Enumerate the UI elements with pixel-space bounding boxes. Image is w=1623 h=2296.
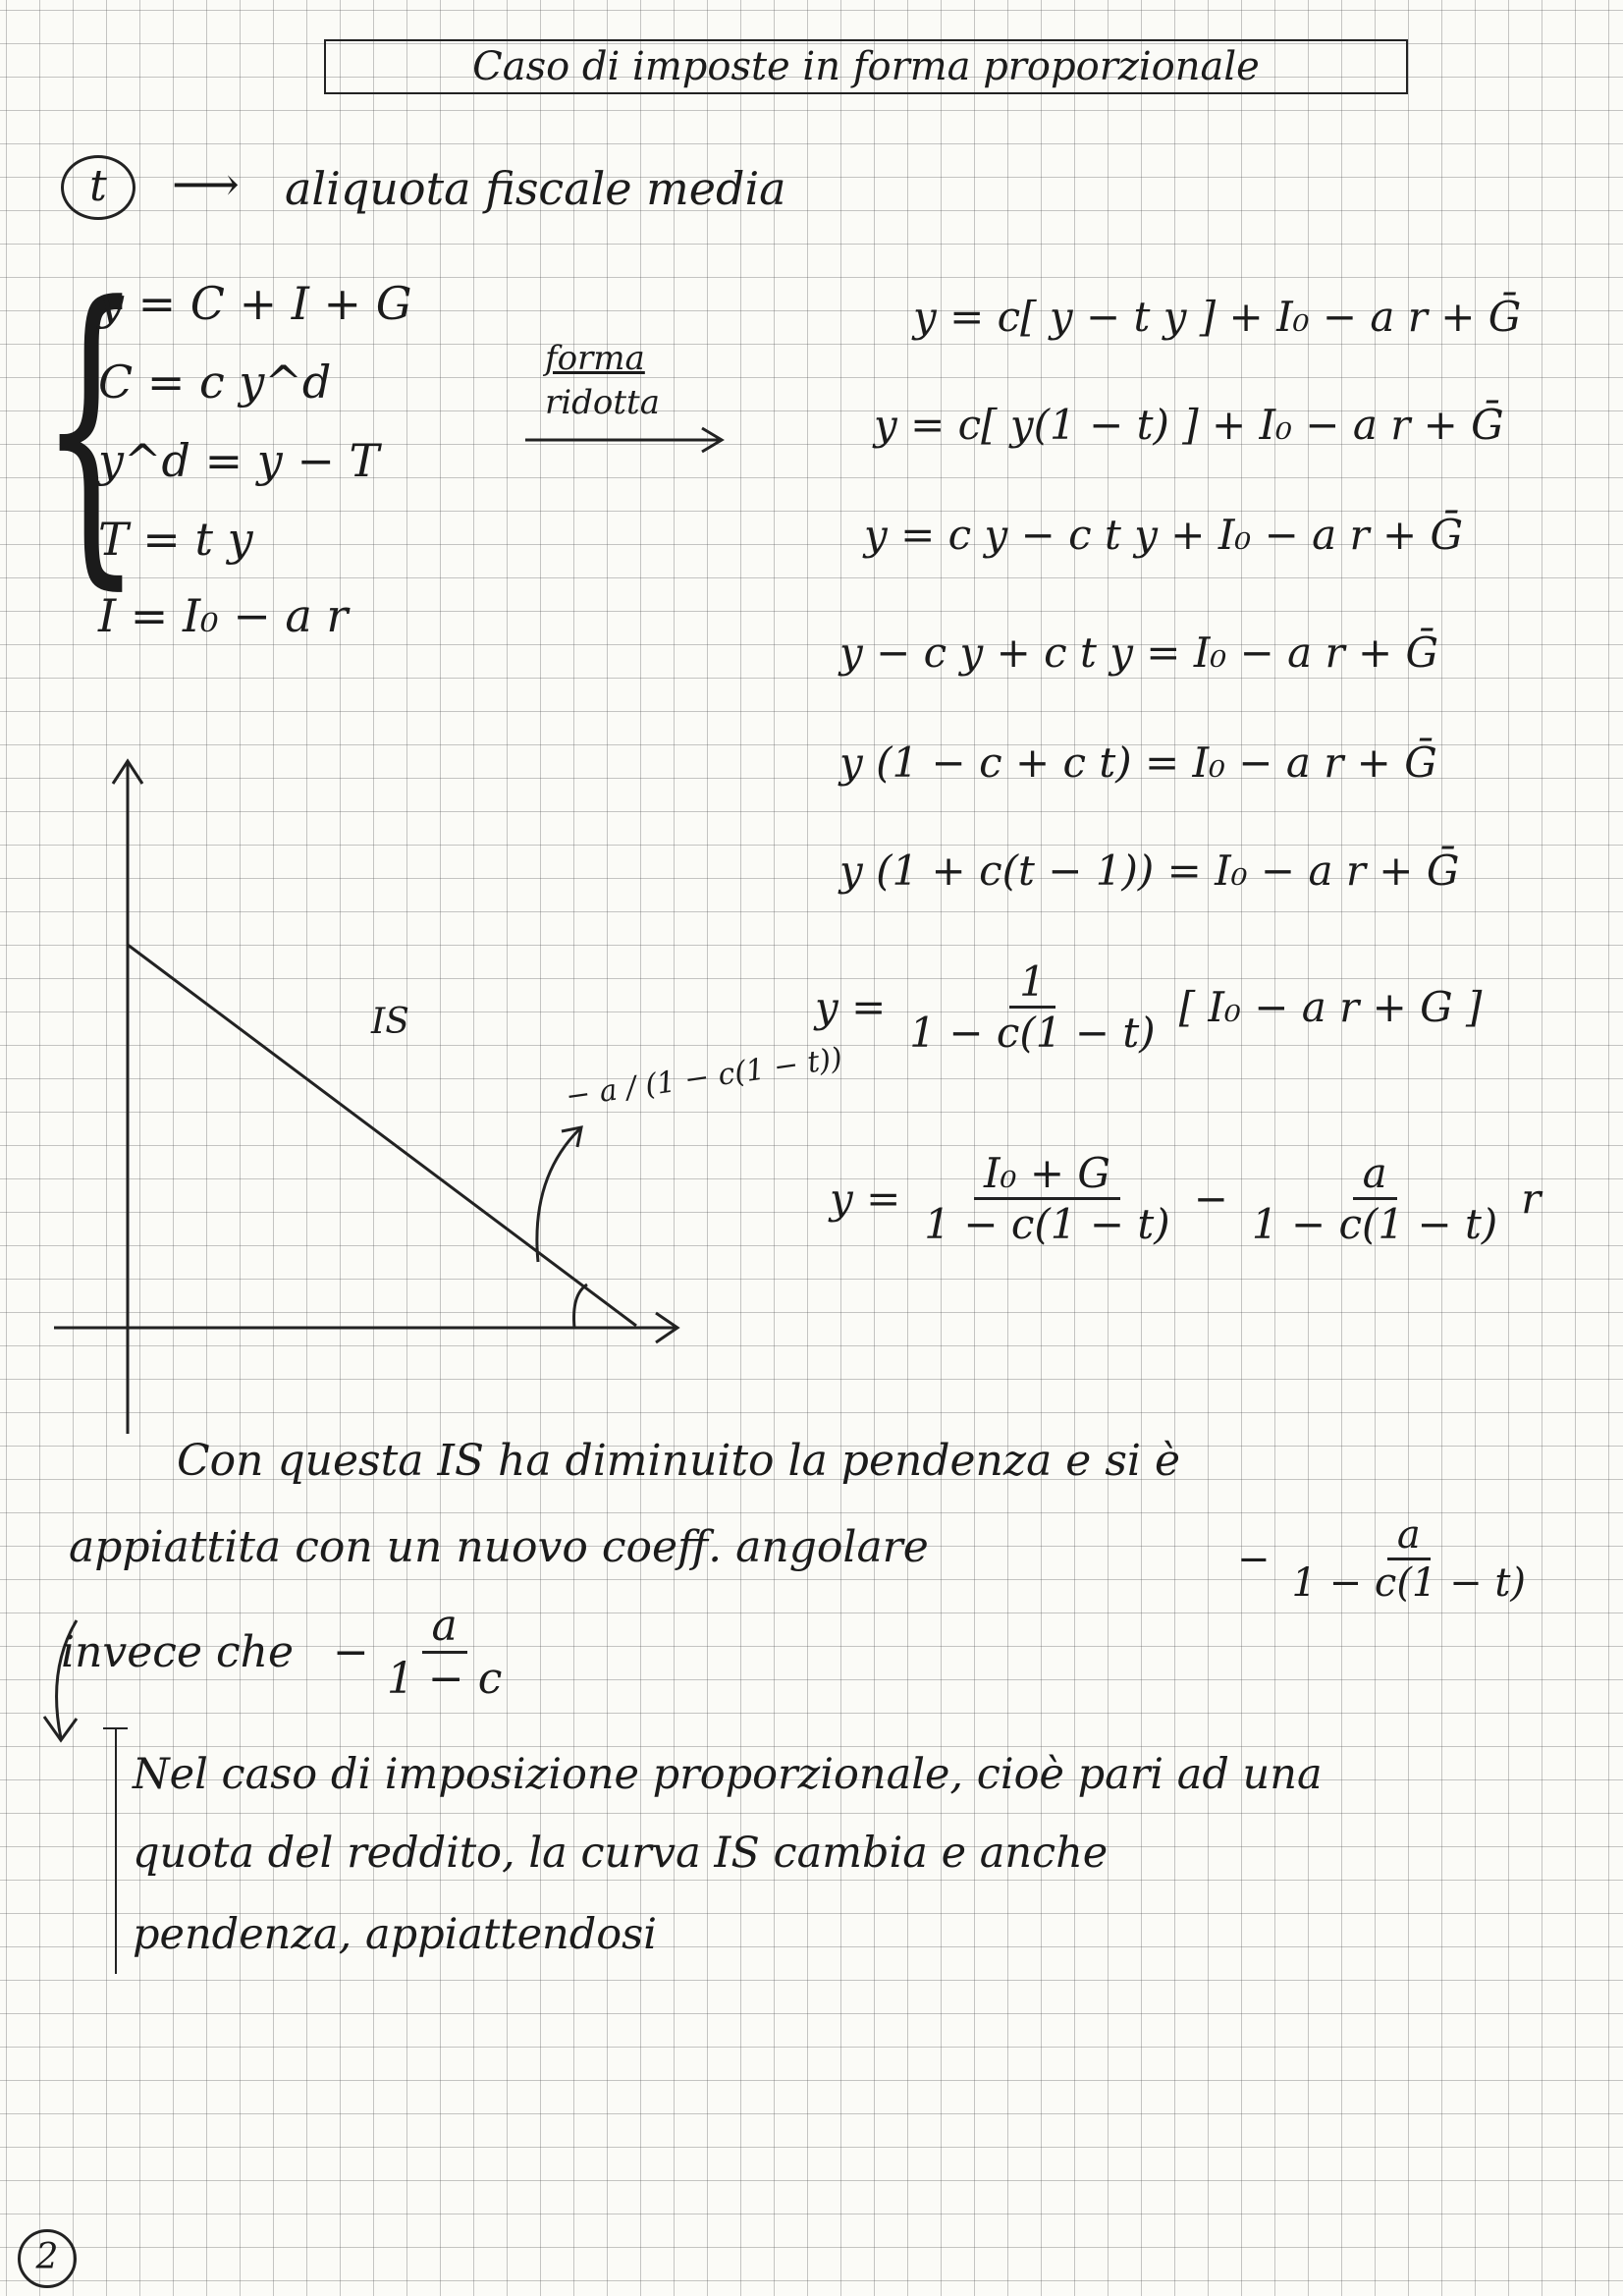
derivation-step-4: y − c y + c t y = I₀ − a r + Ḡ (839, 629, 1439, 677)
explanation-line-1: Con questa IS ha diminuito la pendenza e si è (177, 1436, 1180, 1486)
multiplier-rhs: [ I₀ − a r + G ] (1178, 983, 1483, 1031)
system-eq-4: T = t y (98, 513, 253, 566)
derivation-step-5: y (1 − c + c t) = I₀ − a r + Ḡ (839, 738, 1437, 787)
system-brace: { (39, 239, 142, 616)
new-coefficient-minus: − (1237, 1536, 1271, 1582)
explanation-line-2: appiattita con un nuovo coeff. angolare (69, 1522, 929, 1572)
final-denominator-1: 1 − c(1 − t) (924, 1200, 1170, 1248)
slope-label: − a / (1 − c(1 − t)) (563, 1041, 845, 1115)
page-number-circle (18, 2229, 77, 2288)
multiplier-denominator: 1 − c(1 − t) (909, 1009, 1156, 1057)
derivation-step-1: y = c[ y − t y ] + I₀ − a r + Ḡ (913, 293, 1522, 341)
old-coefficient-denominator: 1 − c (386, 1654, 503, 1704)
t-description: aliquota fiscale media (285, 162, 786, 215)
system-eq-3: y^d = y − T (98, 434, 380, 487)
old-coefficient-numerator: a (422, 1601, 467, 1654)
explanation-line-3 (61, 1601, 512, 1704)
variable-t: t (89, 161, 107, 211)
new-coefficient-fraction (1282, 1512, 1536, 1606)
page-title: Caso di imposte in forma proporzionale (324, 39, 1408, 94)
final-numerator-1: I₀ + G (974, 1149, 1120, 1200)
page-number: 2 (35, 2237, 59, 2277)
summary-line-2: quota del reddito, la curva IS cambia e anche (133, 1829, 1109, 1878)
new-coefficient (1237, 1512, 1536, 1606)
system-eq-2: C = c y^d (98, 355, 332, 409)
invece-che-text: invece che (61, 1627, 294, 1677)
multiplier-lhs: y = (815, 983, 887, 1031)
final-var: r (1521, 1175, 1542, 1223)
derivation-step-6: y (1 + c(t − 1)) = I₀ − a r + Ḡ (839, 847, 1460, 895)
summary-line-1: Nel caso di imposizione proporzionale, cioè pari ad una (133, 1750, 1323, 1799)
summary-line-3: pendenza, appiattendosi (133, 1910, 657, 1959)
derivation-step-3: y = c y − c t y + I₀ − a r + Ḡ (864, 511, 1464, 559)
new-coefficient-denominator: 1 − c(1 − t) (1291, 1560, 1526, 1606)
is-curve-label: IS (371, 1002, 409, 1042)
arrow-label-forma: forma (545, 339, 645, 378)
arrow-label-ridotta: ridotta (545, 383, 660, 422)
derivation-step-2: y = c[ y(1 − t) ] + I₀ − a r + Ḡ (874, 401, 1504, 449)
arrow-t: ⟶ (172, 157, 240, 212)
multiplier-numerator: 1 (1009, 957, 1055, 1009)
system-eq-5: I = I₀ − a r (98, 589, 349, 642)
system-eq-1: y = C + I + G (98, 277, 412, 330)
new-coefficient-numerator: a (1387, 1512, 1431, 1560)
slope-angle-arc (574, 1285, 587, 1328)
old-coefficient-minus: − (333, 1627, 369, 1677)
final-lhs: y = (830, 1175, 901, 1223)
final-denominator-2: 1 − c(1 − t) (1251, 1200, 1498, 1248)
final-minus: − (1193, 1175, 1228, 1223)
old-coefficient (333, 1601, 512, 1704)
final-numerator-2: a (1353, 1149, 1397, 1200)
old-coefficient-fraction (377, 1601, 512, 1704)
slope-pointer-arrow (537, 1129, 579, 1262)
